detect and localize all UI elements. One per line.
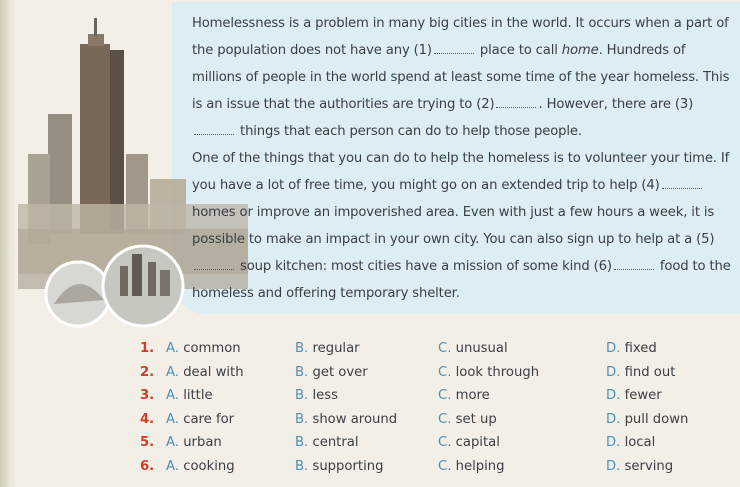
option-b[interactable]: B. central	[295, 435, 359, 450]
option-b[interactable]: B. less	[295, 388, 338, 403]
option-a[interactable]: A. cooking	[166, 458, 235, 474]
question-number: 2.	[140, 364, 155, 380]
option-d[interactable]: D. find out	[606, 364, 676, 380]
option-c[interactable]: C. set up	[438, 411, 497, 427]
option-a[interactable]: A. common	[166, 341, 241, 356]
passage-paragraph-1: Homelessness is a problem in many big cities in the world. It occurs when a part of the population does not have any (1) place to call home. Hundreds of millions of people in the world spend at least some time of the year homeless. This is an issue that the authorities are trying to (2) . However, there are (3) things that each person can do to help those people.	[192, 16, 730, 139]
question-row	[140, 459, 730, 483]
question-number: 3.	[140, 388, 155, 403]
option-a[interactable]: A. care for	[166, 411, 235, 427]
option-b[interactable]: B. regular	[295, 341, 360, 356]
passage-paragraph-2: One of the things that you can do to help the homeless is to volunteer your time. If you have a lot of free time, you might go on an extended trip to help (4) homes or improve an impoverished area. Even with just a few hours a week, it is possible to make an impact in your own city. You can also sign up to help at a (5) soup kitchen: most cities have a mission of some kind (6) food to the homeless and offering temporary shelter.	[192, 151, 731, 301]
question-number: 4.	[140, 411, 155, 427]
question-number: 6.	[140, 458, 155, 474]
option-c[interactable]: C. more	[438, 388, 490, 403]
blank-2	[496, 95, 536, 108]
option-a[interactable]: A. deal with	[166, 364, 244, 380]
question-row	[140, 388, 730, 412]
blank-3	[194, 122, 234, 135]
option-c[interactable]: C. unusual	[438, 341, 508, 356]
option-d[interactable]: D. fewer	[606, 388, 662, 403]
option-a[interactable]: A. little	[166, 388, 213, 403]
option-d[interactable]: D. pull down	[606, 411, 689, 427]
question-number: 1.	[140, 341, 155, 356]
blank-5	[194, 257, 234, 270]
page-edge	[0, 0, 16, 487]
option-c[interactable]: C. helping	[438, 458, 505, 474]
option-d[interactable]: D. local	[606, 435, 656, 450]
option-d[interactable]: D. serving	[606, 458, 674, 474]
blank-1	[434, 41, 474, 54]
blank-4	[662, 176, 702, 189]
question-row	[140, 435, 730, 459]
option-b[interactable]: B. supporting	[295, 458, 384, 474]
option-d[interactable]: D. fixed	[606, 341, 657, 356]
question-row	[140, 412, 730, 436]
question-row	[140, 365, 730, 389]
option-b[interactable]: B. get over	[295, 364, 368, 380]
question-number: 5.	[140, 435, 155, 450]
option-b[interactable]: B. show around	[295, 411, 398, 427]
option-c[interactable]: C. look through	[438, 364, 540, 380]
option-c[interactable]: C. capital	[438, 435, 500, 450]
blank-6	[614, 257, 654, 270]
option-a[interactable]: A. urban	[166, 435, 222, 450]
reading-passage	[192, 10, 732, 307]
answer-options	[140, 341, 730, 482]
question-row	[140, 341, 730, 365]
